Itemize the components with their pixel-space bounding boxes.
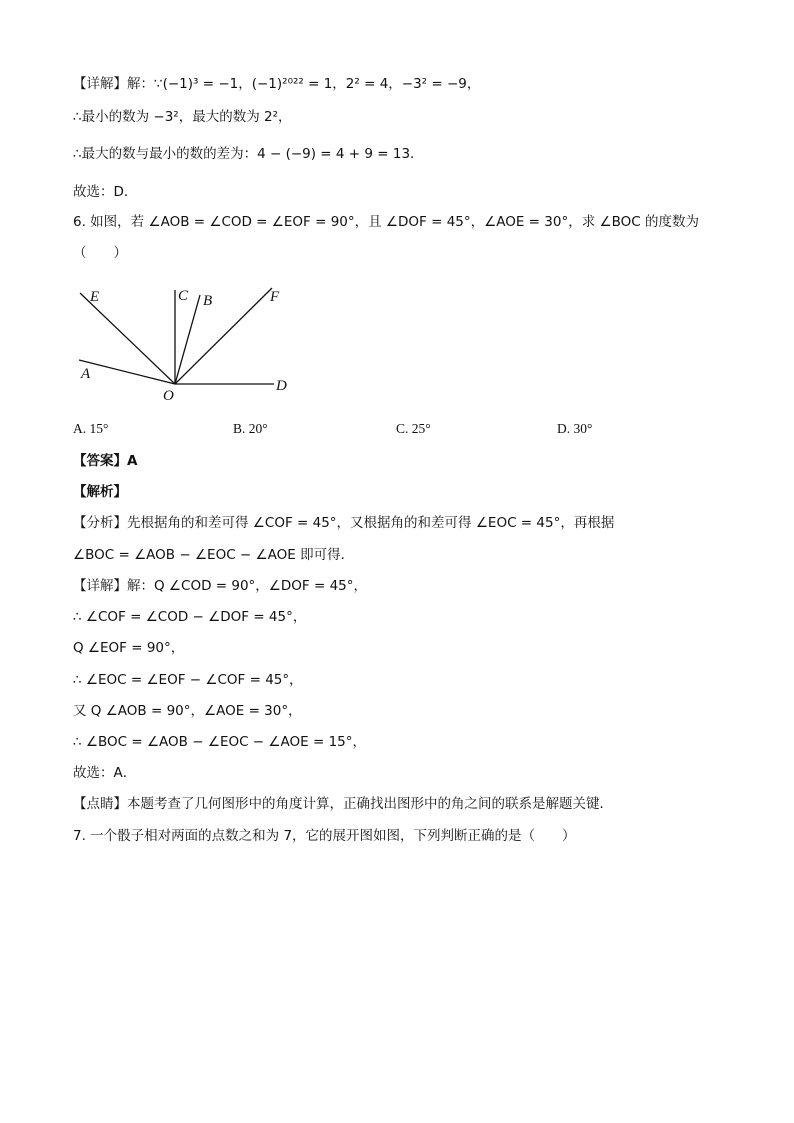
solution-line-6: ∴ ∠BOC = ∠AOB − ∠EOC − ∠AOE = 15°， [73, 734, 366, 750]
solution-line-4: ∴ ∠EOC = ∠EOF − ∠COF = 45°， [73, 672, 303, 688]
detail-line-1: 【详解】解：∵(−1)³ = −1，(−1)²⁰²² = 1，2² = 4，−3² = −9， [73, 76, 481, 92]
analysis-line-2: ∠BOC = ∠AOB − ∠EOC − ∠AOE 即可得． [73, 547, 355, 563]
choice-line: 故选：D． [73, 184, 138, 200]
solution-choice: 故选：A． [73, 765, 137, 781]
label-e: E [90, 289, 100, 305]
detail-line-3: ∴最大的数与最小的数的差为：4 − (−9) = 4 + 9 = 13． [73, 146, 424, 162]
ray-ob [175, 295, 200, 384]
label-a: A [81, 366, 91, 382]
label-b: B [203, 293, 213, 309]
label-d: D [276, 378, 287, 394]
analysis-line-1: 【分析】先根据角的和差可得 ∠COF = 45°，又根据角的和差可得 ∠EOC = 45°，再根据 [73, 515, 615, 531]
option-a: A. 15° [73, 421, 109, 436]
label-c: C [178, 288, 189, 304]
analysis-heading: 【解析】 [73, 484, 127, 500]
option-d: D. 30° [557, 421, 593, 436]
question-6-bracket: （ ） [73, 245, 127, 261]
solution-line-1: 【详解】解：Q ∠COD = 90°，∠DOF = 45°， [73, 578, 368, 594]
solution-line-5: 又 Q ∠AOB = 90°，∠AOE = 30°， [73, 703, 302, 719]
comment-line: 【点睛】本题考查了几何图形中的角度计算，正确找出图形中的角之间的联系是解题关键． [73, 796, 613, 812]
question-6: 6. 如图，若 ∠AOB = ∠COD = ∠EOF = 90°，且 ∠DOF = 45°，∠AOE = 30°，求 ∠BOC 的度数为 [73, 214, 699, 230]
label-f: F [270, 289, 280, 305]
question-7: 7. 一个骰子相对两面的点数之和为 7，它的展开图如图，下列判断正确的是（ ） [73, 828, 576, 844]
solution-line-3: Q ∠EOF = 90°， [73, 640, 185, 656]
option-b: B. 20° [233, 421, 268, 436]
ray-oa [79, 360, 175, 384]
solution-line-2: ∴ ∠COF = ∠COD − ∠DOF = 45°， [73, 609, 307, 625]
detail-line-2: ∴最小的数为 −3²，最大的数为 2²， [73, 109, 292, 125]
answer-line: 【答案】A [73, 453, 138, 469]
ray-oe [80, 293, 175, 384]
label-o: O [163, 388, 174, 404]
angle-figure [70, 280, 310, 410]
ray-of [175, 288, 272, 384]
option-c: C. 25° [396, 421, 431, 436]
